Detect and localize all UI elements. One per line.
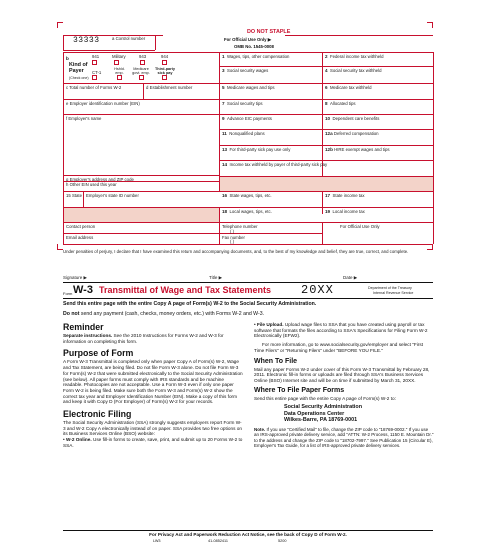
box-12b-label: HIRE exempt wages and tips — [334, 147, 390, 152]
payer-944-label: 944 — [161, 54, 169, 59]
field-h-label: h Other EIN used this year — [66, 182, 117, 187]
box-3-label: Social security wages — [226, 68, 269, 73]
purpose-heading: Purpose of Form — [63, 348, 134, 359]
checkbox-941[interactable] — [92, 60, 97, 65]
box-11-label: Nonqualified plans — [229, 131, 265, 136]
form-top-line — [63, 35, 163, 36]
payer-military-label: Military — [112, 54, 126, 59]
where-heading: Where To File Paper Forms — [254, 386, 345, 394]
form-code: W-3 — [73, 284, 93, 296]
field-d-label: d Establishment number — [146, 85, 193, 90]
payer-941-label: 941 — [92, 54, 100, 59]
w2-online-text — [63, 437, 243, 448]
payer-ct1-label: CT-1 — [92, 70, 102, 75]
box-9[interactable]: 9 Advance EIC payments — [222, 116, 272, 121]
upload-body: Upload wage files to SSA that you have created using payroll or tax software that formats the files according to SSA's Specifications for Filing Form W-2 Electronically (EFW2). — [254, 322, 428, 339]
purpose-text: A Form W-3 Transmittal is completed only when paper Copy A of Form(s) W-2, Wage and Tax Statement, are being filed. Do not file Form W-3 alone. Do not file Form W-3 for Form(s) W-2 that were submitted electronically to the Social Security Administration (see below). All paper forms must comply with IRS standards and be machine readable. Photocopies are not acceptable. Use a Form W-3 even if only one paper Form W-2 is being filed. Make sure both the Form W-3 and Form(s) W-2 show the correct tax year and Employer Identification Number (EIN). Make a copy of this form and keep it with Copy D (For Employer) of Form(s) W-2 for your records. — [63, 359, 243, 405]
note-text — [254, 427, 434, 449]
date-label: Date ▶ — [343, 275, 358, 280]
box-3[interactable]: 3 Social security wages — [222, 68, 269, 73]
box-14-label: Income tax withheld by payer of third-party sick pay — [229, 162, 328, 167]
check-one-label: (Check one) — [69, 76, 89, 80]
footer-lw3: LW3 — [153, 539, 161, 543]
w2-online-body: Use fill-in forms to create, save, print, and submit up to 20 Forms W-2 to SSA. — [63, 437, 243, 448]
note-bold: Note. — [254, 426, 266, 432]
payment-warning-bold: Do not — [63, 311, 80, 317]
box-10-label: Dependent care benefits — [332, 116, 380, 121]
do-not-staple: DO NOT STAPLE — [247, 29, 291, 35]
box-18[interactable]: 18 Local wages, tips, etc. — [222, 209, 272, 214]
box-1[interactable]: 1 Wages, tips, other compensation — [222, 54, 290, 59]
field-g-label: g Employer's address and ZIP code — [66, 177, 134, 182]
checkbox-944[interactable] — [162, 60, 167, 65]
box-13-label: For third-party sick pay use only — [229, 147, 291, 152]
footer-code: 5200 — [278, 539, 287, 543]
box-14[interactable]: 14 Income tax withheld by payer of third-party sick pay — [222, 162, 328, 167]
control-box-right — [155, 35, 156, 50]
email-label: Email address — [66, 235, 94, 240]
payment-warning — [63, 311, 433, 317]
corner-mark-tl — [57, 22, 63, 28]
box-16[interactable]: 16 State wages, tips, etc. — [222, 193, 272, 198]
dept-treasury: Department of the Treasury — [368, 286, 412, 290]
address-line-3: Wilkes-Barre, PA 18769-0001 — [284, 417, 358, 424]
telephone-label: Telephone number — [222, 224, 258, 229]
field-c-label: c Total number of Forms W-2 — [66, 85, 122, 90]
box-4[interactable]: 4 Social security tax withheld — [325, 68, 382, 73]
checkbox-943[interactable] — [140, 60, 145, 65]
field-15-id-label: Employer's state ID number — [86, 193, 139, 198]
reminder-text — [63, 333, 243, 344]
box-12b[interactable]: 12b HIRE exempt wages and tips — [325, 147, 390, 152]
box-8[interactable]: 8 Allocated tips — [325, 101, 356, 106]
box-11[interactable]: 11 Nonqualified plans — [222, 131, 265, 136]
payer-943-label: 943 — [139, 54, 147, 59]
field-15-label: 15 State — [66, 193, 83, 198]
reminder-heading: Reminder — [63, 322, 104, 332]
note-body: If you use "Certified Mail" to file, change the ZIP code to "18769-0002." If you use an IRS-approved private delivery service, add "ATTN: W-2 Process, 1150 E. Mountain Dr." to the address and change the ZIP code to "18702-7997." See Publication 15 (Circular E), Employer's Tax Guide, for a list of IRS-approved private delivery services. — [254, 426, 434, 449]
line-fax — [219, 233, 322, 234]
box-19-label: Local income tax — [332, 209, 365, 214]
field-e-label: e Employer identification number (EIN) — [66, 101, 140, 106]
checkbox-military[interactable] — [114, 60, 119, 65]
box-6[interactable]: 6 Medicare tax withheld — [325, 85, 372, 90]
perjury-statement: Under penalties of perjury, I declare that I have examined this return and accompanying documents, and, to the best of my knowledge and belief, they are true, correct, and complete. — [63, 249, 409, 254]
reminder-body: See the 2010 Instructions for Forms W-2 and W-3 for information on completing this form. — [63, 333, 224, 344]
send-instruction: Send this entire page with the entire Copy A page of Form(s) W-2 to the Social Security Administration. — [63, 301, 317, 307]
box-2-label: Federal income tax withheld — [329, 54, 384, 59]
box-16-label: State wages, tips, etc. — [229, 193, 272, 198]
when-text: Mail any paper Forms W-2 under cover of this Form W-3 Transmittal by February 28, 2011. Electronic fill-in forms or uploads are filed through SSA's Business Services Online (BSO) Internet site and will be on time if submitted by March 31, 20XX. — [254, 366, 430, 383]
form-title: Transmittal of Wage and Tax Statements — [99, 285, 272, 295]
line-222 — [63, 222, 433, 223]
official-use-box-label: For Official Use Only — [340, 224, 380, 229]
payer-thirdparty-label: Third-party sick pay — [154, 67, 176, 75]
box-6-label: Medicare tax withheld — [329, 85, 372, 90]
payer-medicare-label: Medicare govt. emp. — [132, 67, 150, 75]
where-text: Send this entire page with the entire Copy A page of Form(s) W-2 to: — [254, 395, 396, 401]
fax-label: Fax number — [222, 235, 245, 240]
box-12a[interactable]: 12a Deferred compensation — [325, 131, 379, 136]
box-2[interactable]: 2 Federal income tax withheld — [325, 54, 384, 59]
right-border — [433, 52, 434, 244]
footer-cat: 41-0852411 — [208, 539, 228, 543]
instructions-left — [63, 322, 243, 449]
payment-warning-text: send any payment (cash, checks, money orders, etc.) with Forms W-2 and W-3. — [79, 311, 265, 317]
form-bottom-line — [63, 244, 433, 245]
kind-of-payer — [66, 53, 216, 82]
box-5-label: Medicare wages and tips — [226, 85, 275, 90]
omb-number: OMB No. 1545-0008 — [234, 44, 274, 49]
signature-label: Signature ▶ — [63, 275, 87, 280]
official-use-label: For Official Use Only ▶ — [224, 37, 271, 42]
shaded-area-state — [64, 208, 219, 222]
title-label: Title ▶ — [209, 275, 223, 280]
signature-row — [63, 275, 433, 283]
box-b-letter: b — [66, 56, 69, 61]
box-19[interactable]: 19 Local income tax — [325, 209, 365, 214]
box-9-label: Advance EIC payments — [226, 116, 272, 121]
box-1-label: Wages, tips, other compensation — [226, 54, 290, 59]
line-email — [63, 233, 219, 234]
line-header-bottom — [63, 50, 155, 51]
control-number-label: a Control number — [112, 36, 146, 41]
box-7[interactable]: 7 Social security tips — [222, 101, 263, 106]
form-top-line-right — [285, 35, 433, 36]
box-13[interactable]: 13 For third-party sick pay use only — [222, 147, 291, 152]
address-line-1: Social Security Administration — [284, 404, 362, 411]
w2-online-bold: • W-2 Online. — [63, 437, 92, 443]
kind-of-payer-label: Kind of Payer — [69, 62, 88, 74]
line-g — [63, 175, 219, 176]
box-8-label: Allocated tips — [329, 101, 356, 106]
when-heading: When To File — [254, 357, 298, 365]
contact-person-label: Contact person — [66, 224, 96, 229]
telephone-paren: ( ) — [230, 229, 235, 234]
box-4-label: Social security tax withheld — [329, 68, 382, 73]
upload-text — [254, 322, 434, 339]
control-code: 33333 — [73, 36, 100, 45]
box-18-label: Local wages, tips, etc. — [229, 209, 272, 214]
control-box-left — [63, 35, 64, 50]
form-year: 20XX — [301, 283, 334, 297]
efile-heading: Electronic Filing — [63, 409, 132, 420]
box-10[interactable]: 10 Dependent care benefits — [325, 116, 380, 121]
upload-bold: • File Upload. — [254, 322, 284, 327]
box-17[interactable]: 17 State income tax — [325, 193, 365, 198]
irs-label: Internal Revenue Service — [373, 291, 414, 295]
corner-mark-tr — [427, 22, 433, 28]
checkbox-hshld[interactable] — [117, 75, 122, 80]
form-label: Form — [63, 291, 73, 296]
ssa-address — [284, 404, 434, 424]
payer-hshld-label: Hshld. emp. — [114, 67, 125, 75]
title-row — [63, 284, 433, 299]
privacy-notice: For Privacy Act and Paperwork Reduction Act Notice, see the back of Copy D of Form W-2. — [63, 530, 433, 537]
line-h — [63, 181, 219, 182]
reminder-bold: Separate instructions. — [63, 333, 113, 338]
fax-paren: ( ) — [230, 239, 235, 244]
checkbox-medicare-govt[interactable] — [139, 75, 144, 80]
c-d-divider — [143, 83, 144, 99]
line-f — [63, 114, 219, 115]
efile-text: The Social Security Administration (SSA) strongly suggests employers report Form W-3 and W-2 Copy A electronically instead of on paper. SSA provides two free options on its Business Services Online (BSO) website: — [63, 420, 242, 437]
more-info-text: For more information, go to www.socialsecurity.gov/employer and select "First Time Filers" or "Returning Filers" under "BEFORE YOU FILE." — [254, 342, 424, 353]
checkbox-ct1[interactable] — [92, 75, 97, 80]
box-17-label: State income tax — [332, 193, 365, 198]
contact-divider-2 — [322, 222, 323, 244]
box-7-label: Social security tips — [226, 101, 263, 106]
checkbox-third-party[interactable] — [162, 75, 167, 80]
shaded-area-h — [220, 177, 433, 191]
box-5[interactable]: 5 Medicare wages and tips — [222, 85, 275, 90]
state-id-divider — [83, 191, 84, 207]
field-f-label: f Employer's name — [66, 116, 102, 121]
instructions-right — [254, 322, 434, 448]
address-line-2: Data Operations Center — [284, 410, 345, 417]
box-12a-label: Deferred compensation — [333, 131, 379, 136]
